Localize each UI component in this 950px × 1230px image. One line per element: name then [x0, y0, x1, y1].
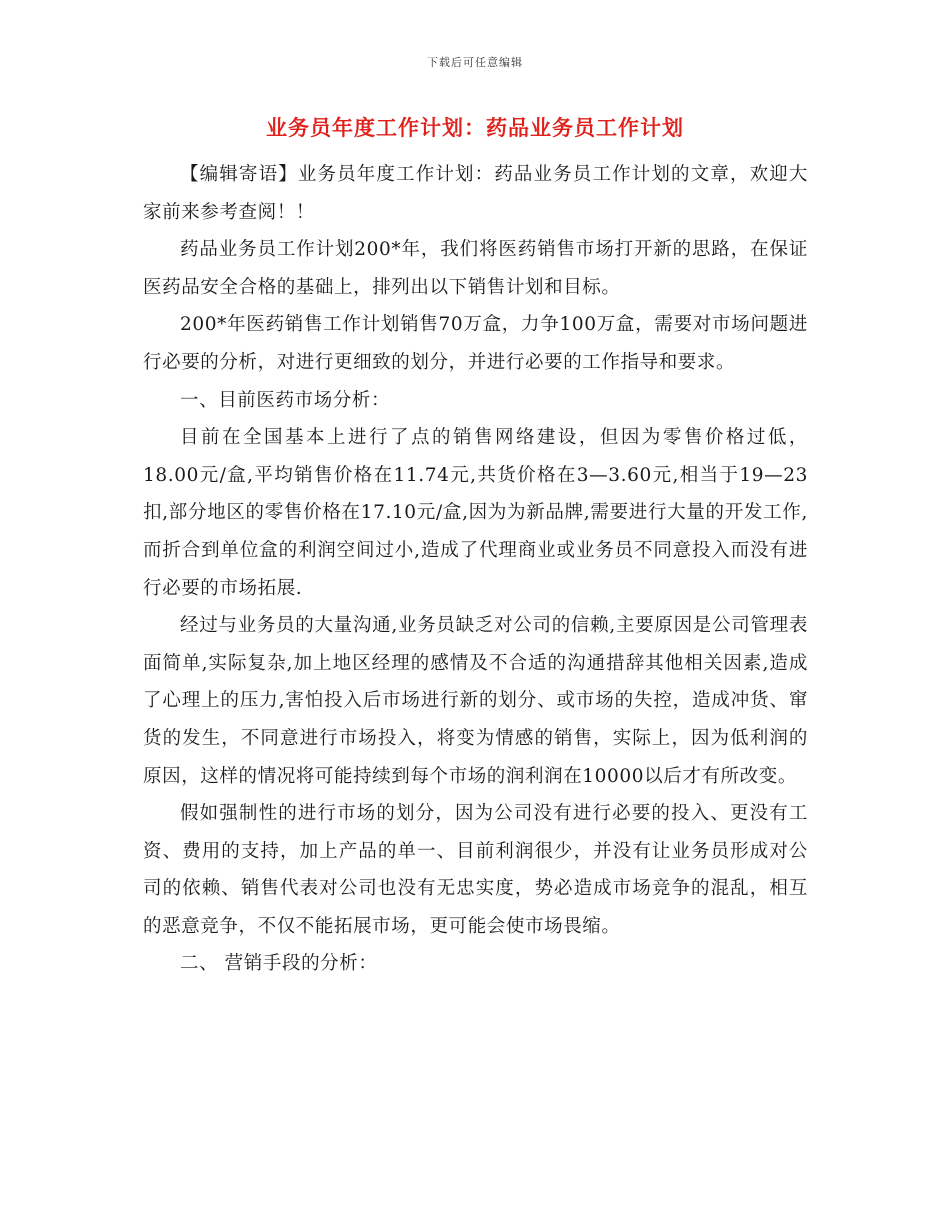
section-heading-market-analysis: 一、目前医药市场分析：	[180, 389, 391, 411]
paragraph-editor-note: 【编辑寄语】业务员年度工作计划：药品业务员工作计划的文章，欢迎大家前来参考查阅！！	[143, 164, 808, 223]
paragraph-market-division: 假如强制性的进行市场的划分，因为公司没有进行必要的投入、更没有工资、费用的支持，加上产品的单一、目前利润很少，并没有让业务员形成对公司的依赖、销售代表对公司也没有无忠实度，势必造成市场竞争的混乱，相互的恶意竞争，不仅不能拓展市场，更可能会使市场畏缩。	[143, 803, 808, 937]
paragraph-intro: 药品业务员工作计划200*年，我们将医药销售市场打开新的思路，在保证医药品安全合格的基础上，排列出以下销售计划和目标。	[143, 239, 808, 298]
paragraph-market-status: 目前在全国基本上进行了点的销售网络建设，但因为零售价格过低，18.00元/盒,平均销售价格在11.74元,共货价格在3—3.60元,相当于19—23扣,部分地区的零售价格在17.10元/盒,因为为新品牌,需要进行大量的开发工作,而折合到单位盒的利润空间过小,造成了代理商业或业务员不同意投入而没有进行必要的市场拓展.	[143, 427, 808, 599]
document-title: 业务员年度工作计划：药品业务员工作计划	[266, 115, 684, 140]
paragraph-sales-target: 200*年医药销售工作计划销售70万盒，力争100万盒，需要对市场问题进行必要的分析，对进行更细致的划分，并进行必要的工作指导和要求。	[143, 314, 808, 373]
document-body	[143, 156, 808, 983]
header-note: 下载后可任意编辑	[427, 56, 523, 69]
paragraph-communication: 经过与业务员的大量沟通,业务员缺乏对公司的信赖,主要原因是公司管理表面简单,实际复杂,加上地区经理的感情及不合适的沟通措辞其他相关因素,造成了心理上的压力,害怕投入后市场进行新的划分、或市场的失控，造成冲货、窜货的发生，不同意进行市场投入，将变为情感的销售，实际上，因为低利润的原因，这样的情况将可能持续到每个市场的润利润在10000以后才有所改变。	[143, 615, 808, 787]
section-heading-marketing-means: 二、 营销手段的分析：	[180, 953, 378, 975]
